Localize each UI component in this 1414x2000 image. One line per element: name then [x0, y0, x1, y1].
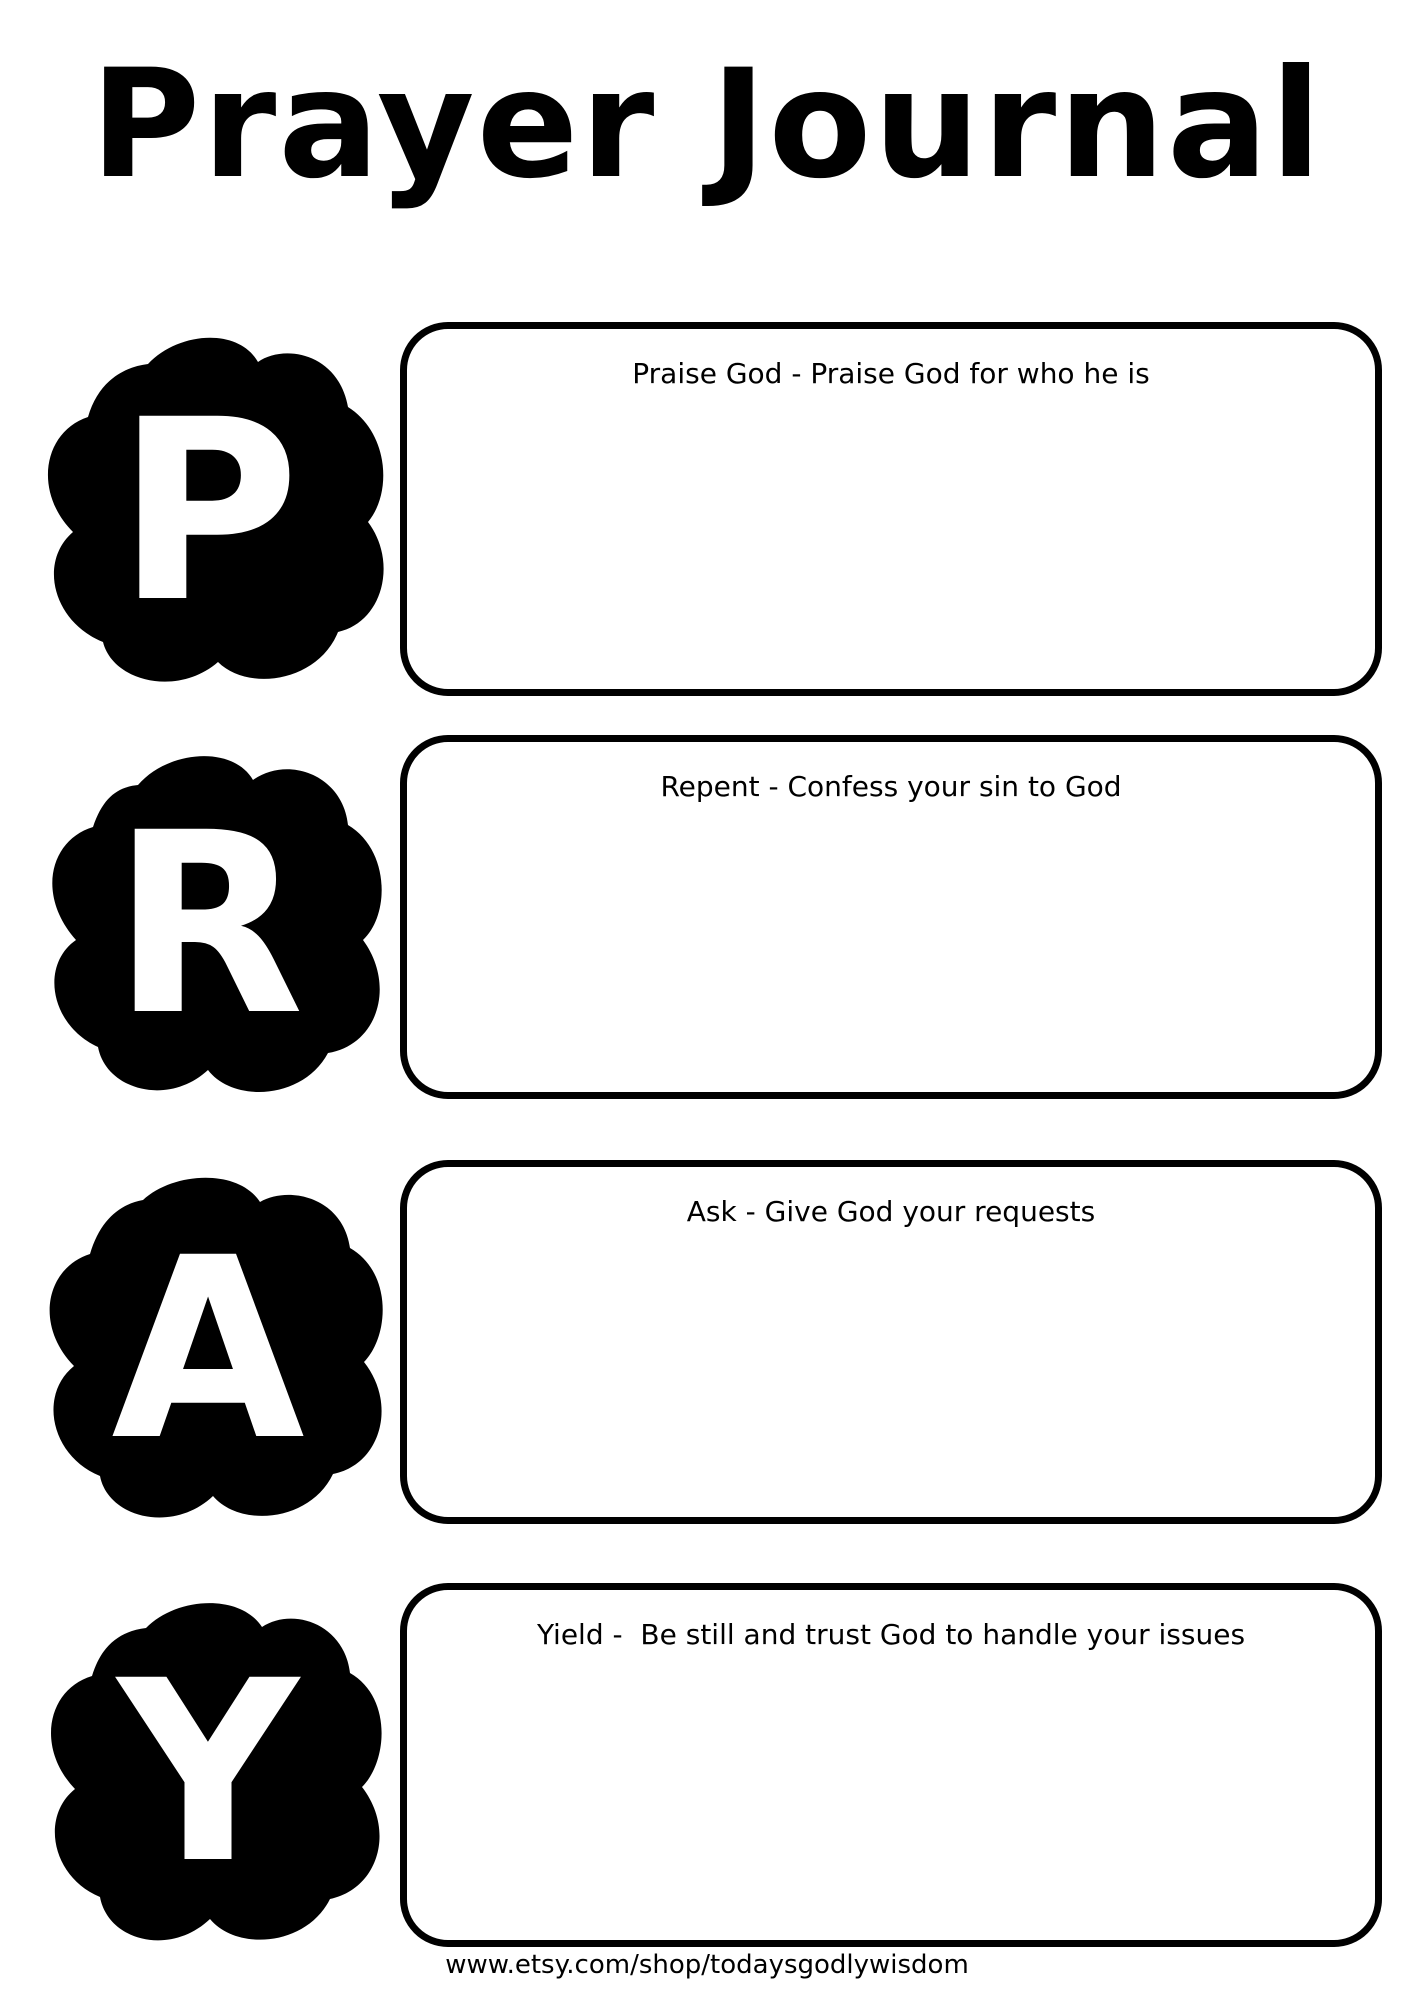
badge-letter: P: [116, 366, 300, 657]
footer-url: www.etsy.com/shop/todaysgodlywisdom: [445, 1950, 969, 1980]
badge-letter: A: [111, 1204, 305, 1495]
writing-box-yield[interactable]: [400, 1583, 1382, 1947]
box-prompt: Repent - Confess your sin to God: [660, 770, 1122, 803]
page-title: Prayer Journal: [90, 38, 1324, 212]
badge-letter: Y: [117, 1627, 299, 1918]
writing-box-repent[interactable]: [400, 735, 1382, 1099]
box-prompt: Ask - Give God your requests: [686, 1195, 1096, 1228]
writing-box-ask[interactable]: [400, 1160, 1382, 1524]
section-ask: [0, 1160, 1414, 1540]
letter-badge-y: [18, 1583, 398, 1963]
box-prompt: Yield - Be still and trust God to handle your issues: [536, 1618, 1246, 1651]
badge-letter: R: [111, 779, 305, 1070]
section-yield: [0, 1583, 1414, 1963]
box-prompt: Praise God - Praise God for who he is: [632, 357, 1150, 390]
section-repent: [0, 735, 1414, 1115]
letter-badge-a: [18, 1160, 398, 1540]
section-praise: [0, 322, 1414, 702]
letter-badge-p: [18, 322, 398, 702]
writing-box-praise[interactable]: [400, 322, 1382, 696]
letter-badge-r: [18, 735, 398, 1115]
